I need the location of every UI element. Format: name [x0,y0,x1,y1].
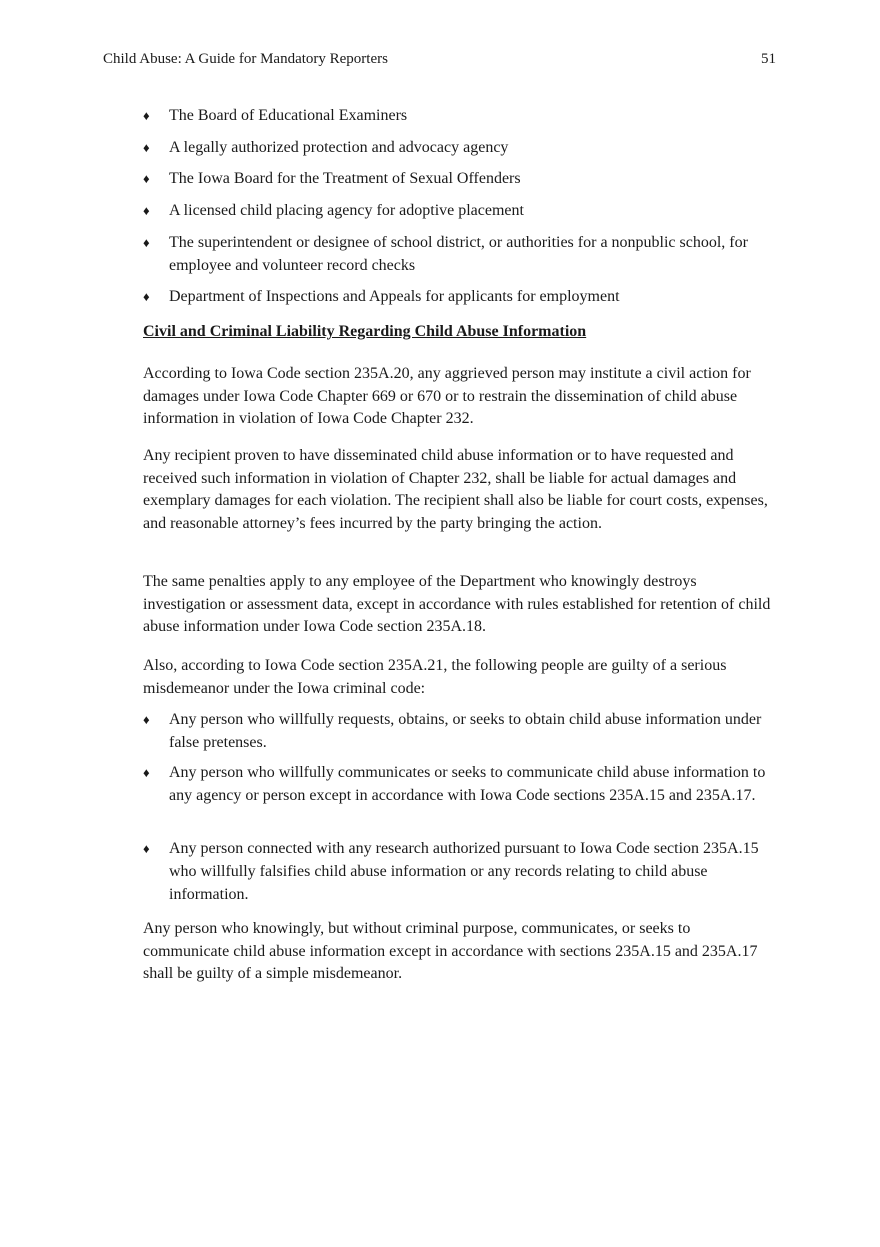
paragraph: Also, according to Iowa Code section 235A.21, the following people are guilty of a serious misdemeanor under the Iowa criminal code: [143,657,727,697]
list-item [143,136,779,159]
list-item [143,837,779,906]
list-item [143,104,779,127]
diamond-bullet-icon: ♦ [143,712,150,727]
list-item-text: Department of Inspections and Appeals for applicants for employment [169,288,620,305]
diamond-bullet-icon: ♦ [143,171,150,186]
list-item-text: Any person connected with any research authorized pursuant to Iowa Code section 235A.15 who willfully falsifies child abuse information or any records relating to child abuse information. [169,840,759,903]
paragraph: The same penalties apply to any employee of the Department who knowingly destroys investigation or assessment data, except in accordance with rules established for retention of child abuse information under Iowa Code section 235A.18. [143,573,771,635]
list-item-text: The Board of Educational Examiners [169,107,408,124]
list-item-text: The superintendent or designee of school district, or authorities for a nonpublic school, for employee and volunteer record checks [169,234,748,274]
list-item [143,231,779,277]
list-item [143,708,779,754]
list-item-text: A licensed child placing agency for adoptive placement [169,202,524,219]
paragraph: According to Iowa Code section 235A.20, any aggrieved person may institute a civil action for damages under Iowa Code Chapter 669 or 670 or to restrain the dissemination of child abuse information in violation of Iowa Code Chapter 232. [143,365,751,427]
page-number: 51 [761,51,776,67]
running-header-title: Child Abuse: A Guide for Mandatory Reporters [103,51,388,67]
diamond-bullet-icon: ♦ [143,841,150,856]
closing-paragraph: Any person who knowingly, but without criminal purpose, communicates, or seeks to communicate child abuse information except in accordance with sections 235A.15 and 235A.17 shall be guilty of a simple misdemeanor. [143,920,758,982]
list-item [143,199,779,222]
diamond-bullet-icon: ♦ [143,203,150,218]
diamond-bullet-icon: ♦ [143,140,150,155]
diamond-bullet-icon: ♦ [143,289,150,304]
list-item-text: Any person who willfully communicates or seeks to communicate child abuse information to any agency or person except in accordance with Iowa Code sections 235A.15 and 235A.17. [169,764,766,804]
list-item-text: Any person who willfully requests, obtains, or seeks to obtain child abuse information under false pretenses. [169,711,762,751]
list-item [143,285,779,308]
list-item [143,167,779,190]
diamond-bullet-icon: ♦ [143,765,150,780]
list-item-text: A legally authorized protection and advocacy agency [169,139,509,156]
list-item [143,761,779,807]
diamond-bullet-icon: ♦ [143,235,150,250]
diamond-bullet-icon: ♦ [143,108,150,123]
section-heading: Civil and Criminal Liability Regarding Child Abuse Information [143,323,587,340]
list-item-text: The Iowa Board for the Treatment of Sexual Offenders [169,170,521,187]
paragraph: Any recipient proven to have disseminated child abuse information or to have requested and received such information in violation of Chapter 232, shall be liable for actual damages and exemplary damages for each violation. The recipient shall also be liable for court costs, expenses, and reasonable attorney’s fees incurred by the party bringing the action. [143,447,768,532]
